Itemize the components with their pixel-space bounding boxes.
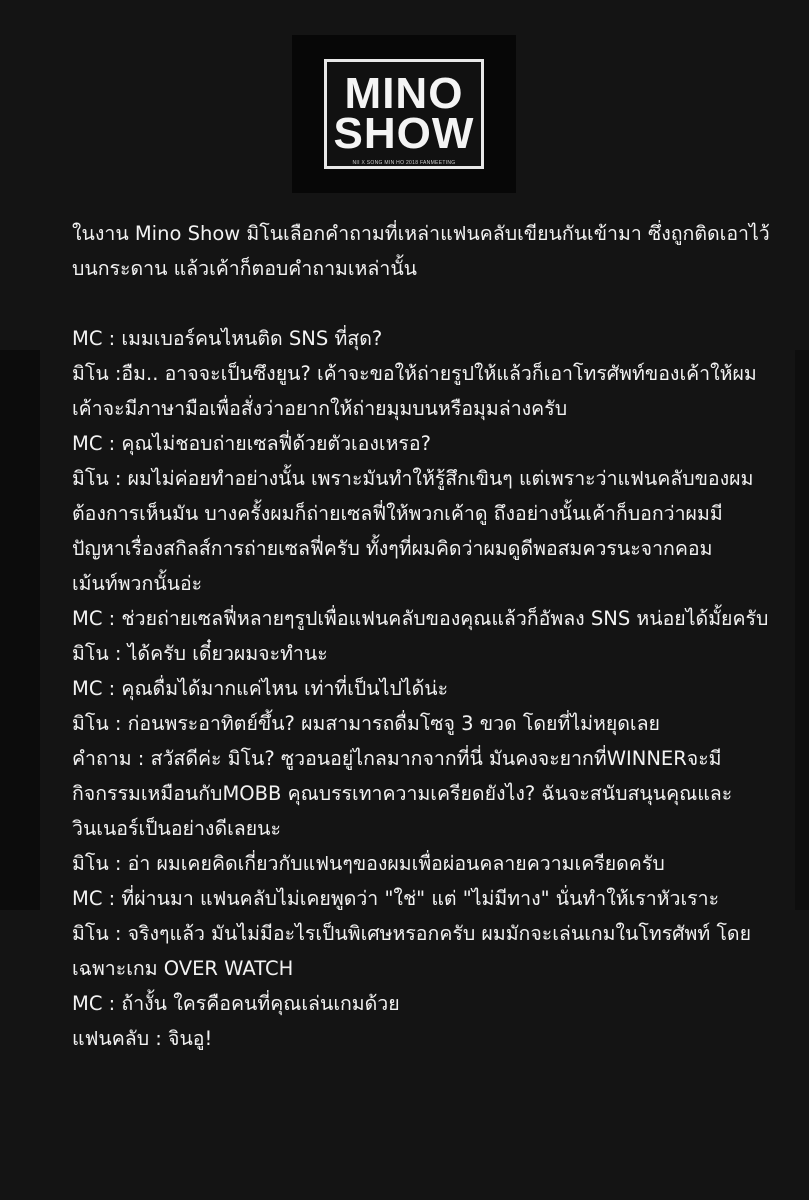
dialogue-line: เค้าจะมีภาษามือเพื่อสั่งว่าอยากให้ถ่ายมุมบนหรือมุมล่างครับ: [72, 397, 568, 420]
dialogue-line: มิโน : ก่อนพระอาทิตย์ขึ้น? ผมสามารถดื่มโซจู 3 ขวด โดยที่ไม่หยุดเลย: [72, 712, 660, 735]
dialogue-line: มิโน : จริงๆแล้ว มันไม่มีอะไรเป็นพิเศษหรอกครับ ผมมักจะเล่นเกมในโทรศัพท์ โดย: [72, 922, 752, 945]
dialogue-line: มิโน : ได้ครับ เดี๋ยวผมจะทำนะ: [72, 642, 328, 665]
dialogue-line: มิโน :อืม.. อาจจะเป็นซึงยูน? เค้าจะขอให้ถ่ายรูปให้แล้วก็เอาโทรศัพท์ของเค้าให้ผม: [72, 362, 757, 385]
dialogue-line: แฟนคลับ : จินอู!: [72, 1027, 213, 1050]
dialogue-line: วินเนอร์เป็นอย่างดีเลยนะ: [72, 817, 281, 840]
dialogue-line: ปัญหาเรื่องสกิลส์การถ่ายเซลฟี่ครับ ทั้งๆที่ผมคิดว่าผมดูดีพอสมควรนะจากคอม: [72, 537, 713, 560]
dialogue-line: มิโน : อ่า ผมเคยคิดเกี่ยวกับแฟนๆของผมเพื่อผ่อนคลายความเครียดครับ: [72, 852, 665, 875]
dialogue-line: กิจกรรมเหมือนกับMOBB คุณบรรเทาความเครียดยังไง? ฉันจะสนับสนุนคุณและ: [72, 782, 733, 805]
article-body: [72, 216, 772, 1056]
dialogue-line: MC : เมมเบอร์คนไหนติด SNS ที่สุด?: [72, 327, 383, 350]
background-panel-left: [0, 350, 40, 910]
background-panel-right: [795, 350, 809, 910]
dialogue-line: เม้นท์พวกนั้นอ่ะ: [72, 572, 203, 595]
dialogue-line: ต้องการเห็นมัน บางครั้งผมก็ถ่ายเซลฟี่ให้พวกเค้าดู ถึงอย่างนั้นเค้าก็บอกว่าผมมี: [72, 502, 723, 525]
dialogue-line: MC : คุณดื่มได้มากแค่ไหน เท่าที่เป็นไปได้น่ะ: [72, 677, 449, 700]
header-photo: [292, 35, 516, 193]
dialogue-line: MC : ช่วยถ่ายเซลฟี่หลายๆรูปเพื่อแฟนคลับของคุณแล้วก็อัพลง SNS หน่อยได้มั้ยครับ: [72, 607, 769, 630]
dialogue-line: เฉพาะเกม OVER WATCH: [72, 957, 294, 980]
intro-line: บนกระดาน แล้วเค้าก็ตอบคำถามเหล่านั้น: [72, 257, 417, 280]
dialogue-line: MC : ที่ผ่านมา แฟนคลับไม่เคยพูดว่า "ใช่" แต่ "ไม่มีทาง" นั่นทำให้เราหัวเราะ: [72, 887, 720, 910]
logo-title-line1: MINO: [344, 69, 464, 118]
logo-title-line2: SHOW: [333, 109, 475, 158]
dialogue-line: MC : ถ้างั้น ใครคือคนที่คุณเล่นเกมด้วย: [72, 992, 400, 1015]
mino-show-logo: [324, 59, 484, 169]
dialogue-line: มิโน : ผมไม่ค่อยทำอย่างนั้น เพราะมันทำให้รู้สึกเขินๆ แต่เพราะว่าแฟนคลับของผม: [72, 467, 754, 490]
dialogue-line: คำถาม : สวัสดีค่ะ มิโน? ซูวอนอยู่ไกลมากจากที่นี่ มันคงจะยากที่WINNERจะมี: [72, 747, 722, 770]
logo-subtitle: NII X SONG MIN HO 2018 FANMEETING: [352, 160, 456, 166]
intro-line: ในงาน Mino Show มิโนเลือกคำถามที่เหล่าแฟนคลับเขียนกันเข้ามา ซึ่งถูกติดเอาไว้: [72, 222, 770, 245]
paragraph-gap: [72, 286, 772, 321]
dialogue-line: MC : คุณไม่ชอบถ่ายเซลฟี่ด้วยตัวเองเหรอ?: [72, 432, 431, 455]
